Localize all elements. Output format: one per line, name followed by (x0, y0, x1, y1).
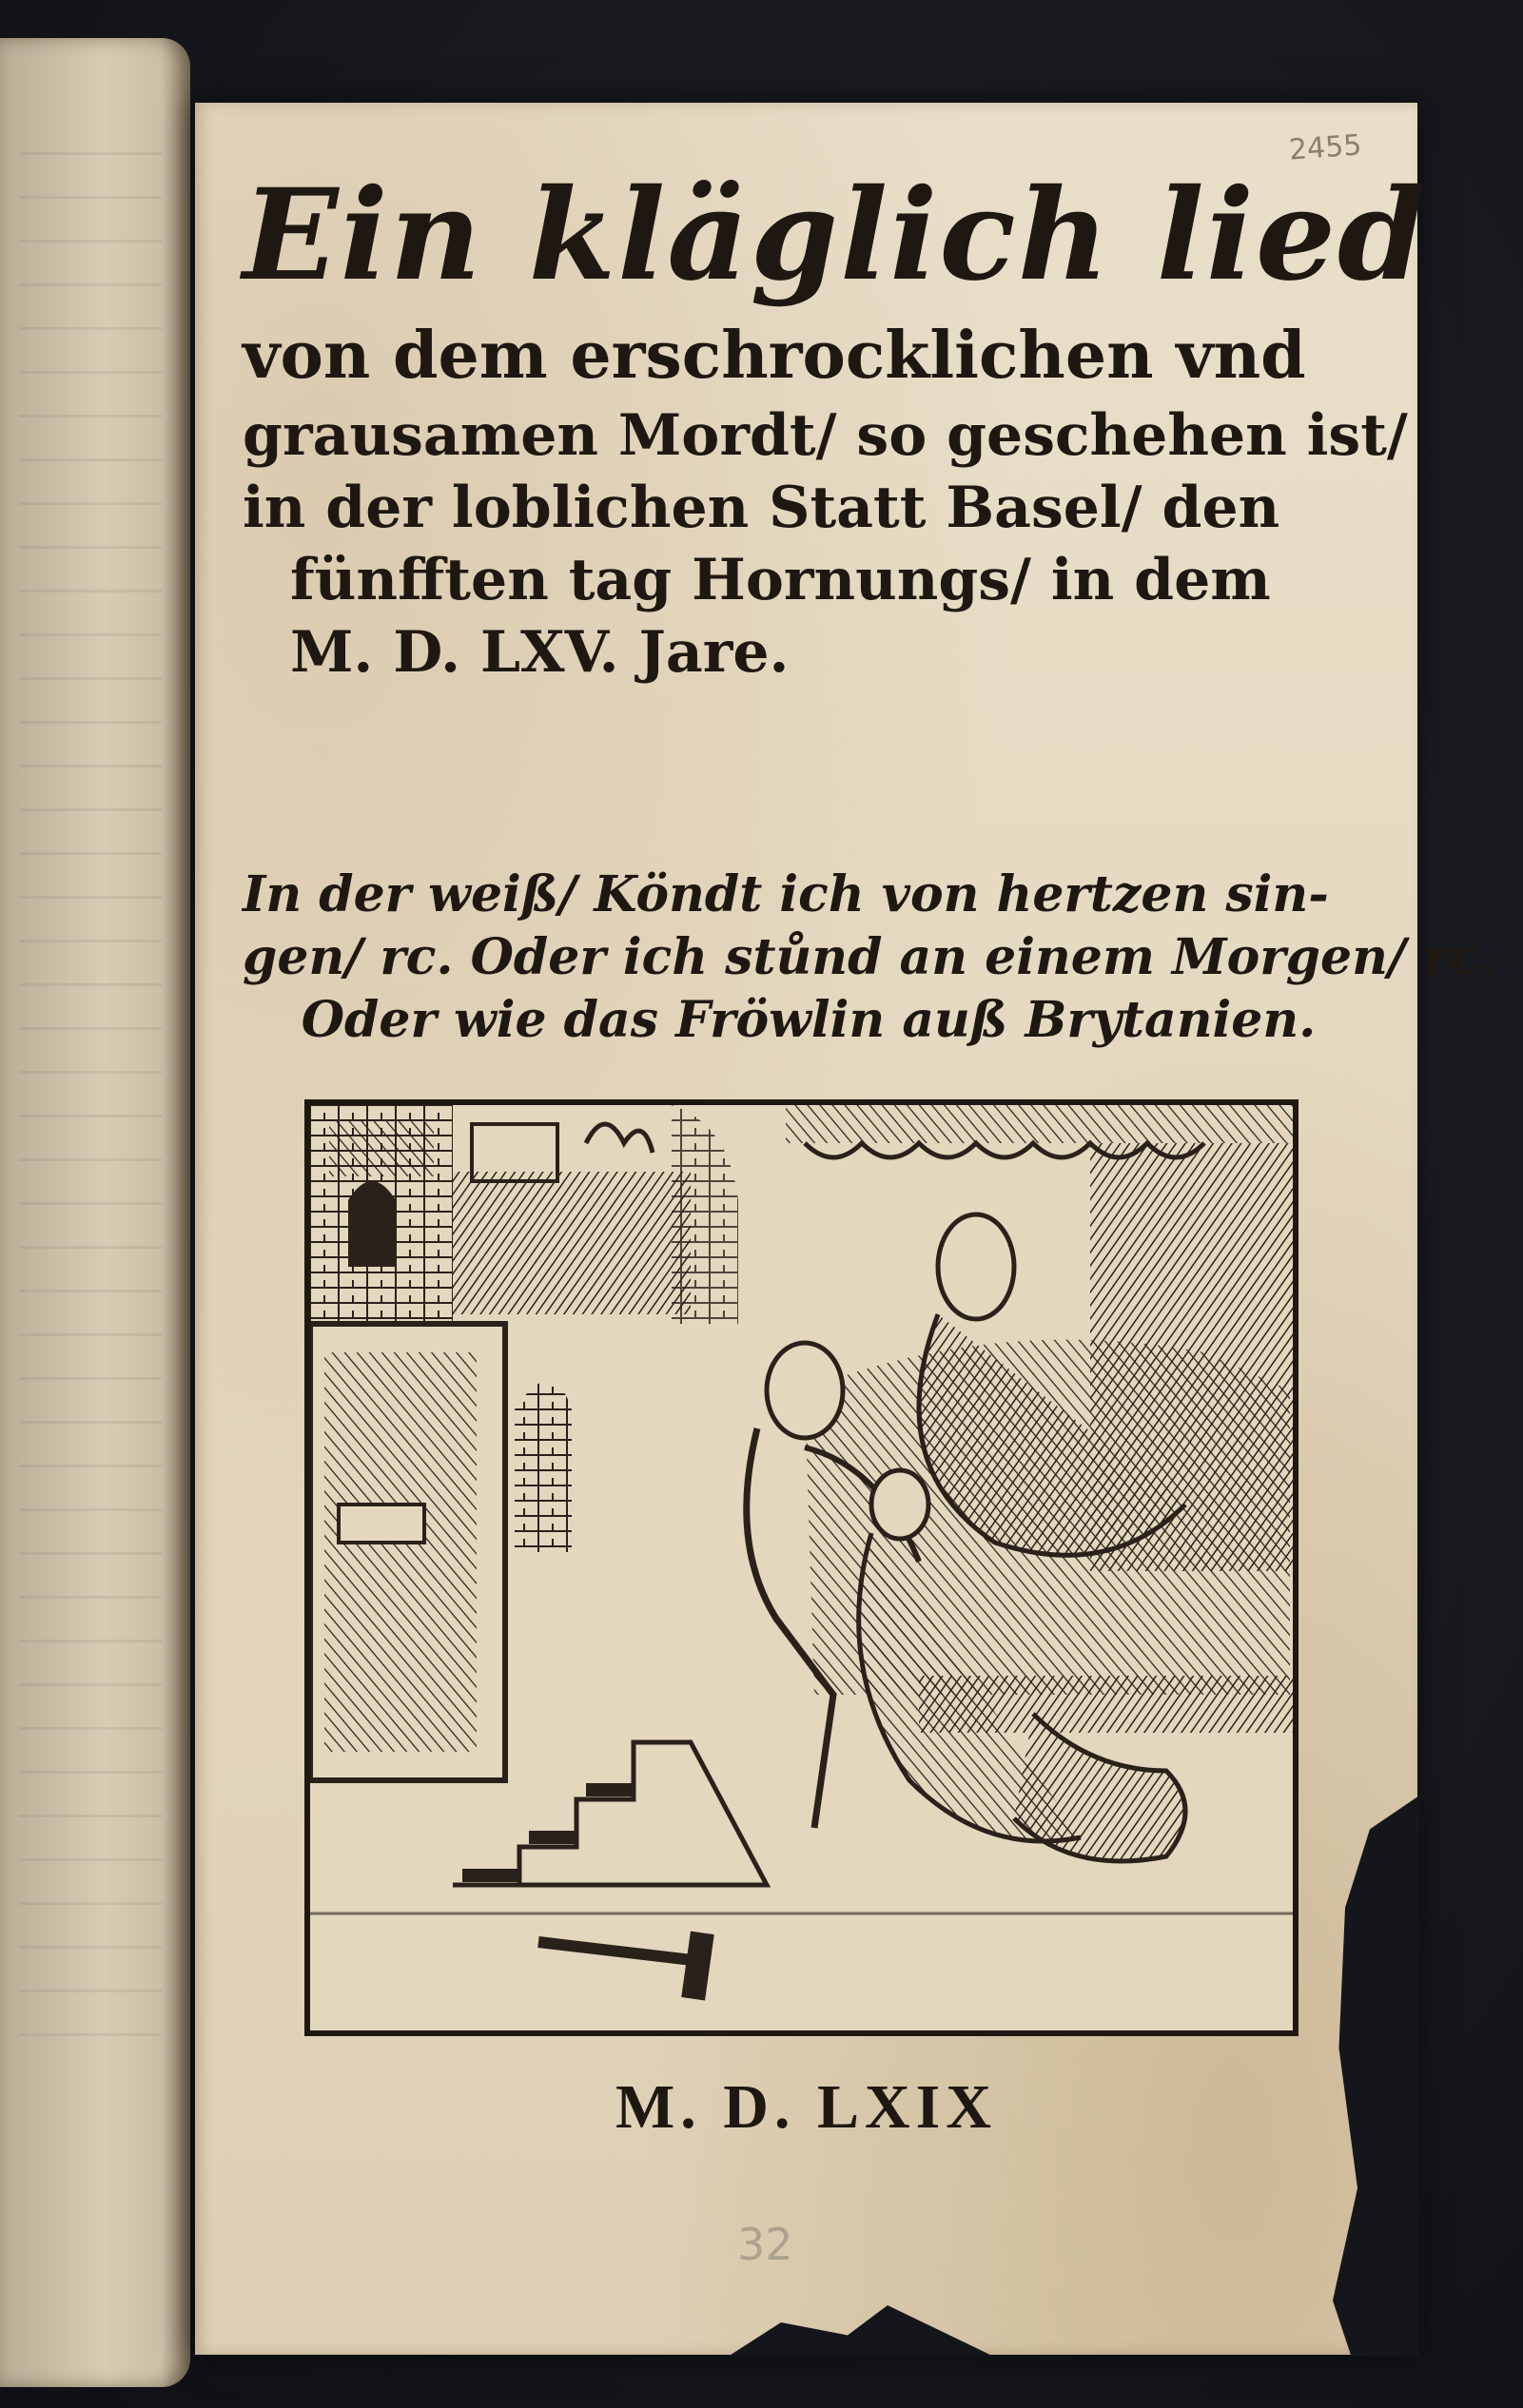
woodcut-image (310, 1105, 1293, 2030)
title-line-3: in der loblichen Statt Basel/ den (243, 475, 1280, 541)
tune-line-3: Oder wie das Fröwlin auß Brytanien. (301, 991, 1317, 1049)
torn-edge-bottom (728, 2271, 994, 2357)
title-block (243, 160, 1428, 689)
tune-line-2: gen/ rc. Oder ich stůnd an einem Morgen/ rc. (243, 928, 1497, 986)
title-line-2: grausamen Mordt/ so geschehen ist/ (243, 402, 1408, 469)
library-stamp: 32 (737, 2219, 793, 2270)
tune-line-1: In der weiß/ Köndt ich von hertzen sin- (243, 865, 1329, 923)
tune-block (243, 864, 1497, 1052)
title-main: Ein kläglich lied (243, 162, 1428, 309)
title-line-5: M. D. LXV. Jare. (290, 619, 790, 686)
woodcut-illustration (304, 1099, 1298, 2036)
title-page (195, 103, 1497, 2355)
left-facing-page (0, 38, 190, 2387)
shelfmark-annotation: 2455 (1287, 128, 1363, 167)
show-through-text (19, 152, 162, 2054)
title-line-1: von dem erschrocklichen vnd (243, 318, 1306, 394)
title-line-4: fünfften tag Hornungs/ in dem (290, 547, 1271, 613)
publication-year: M. D. LXIX (615, 2072, 997, 2142)
